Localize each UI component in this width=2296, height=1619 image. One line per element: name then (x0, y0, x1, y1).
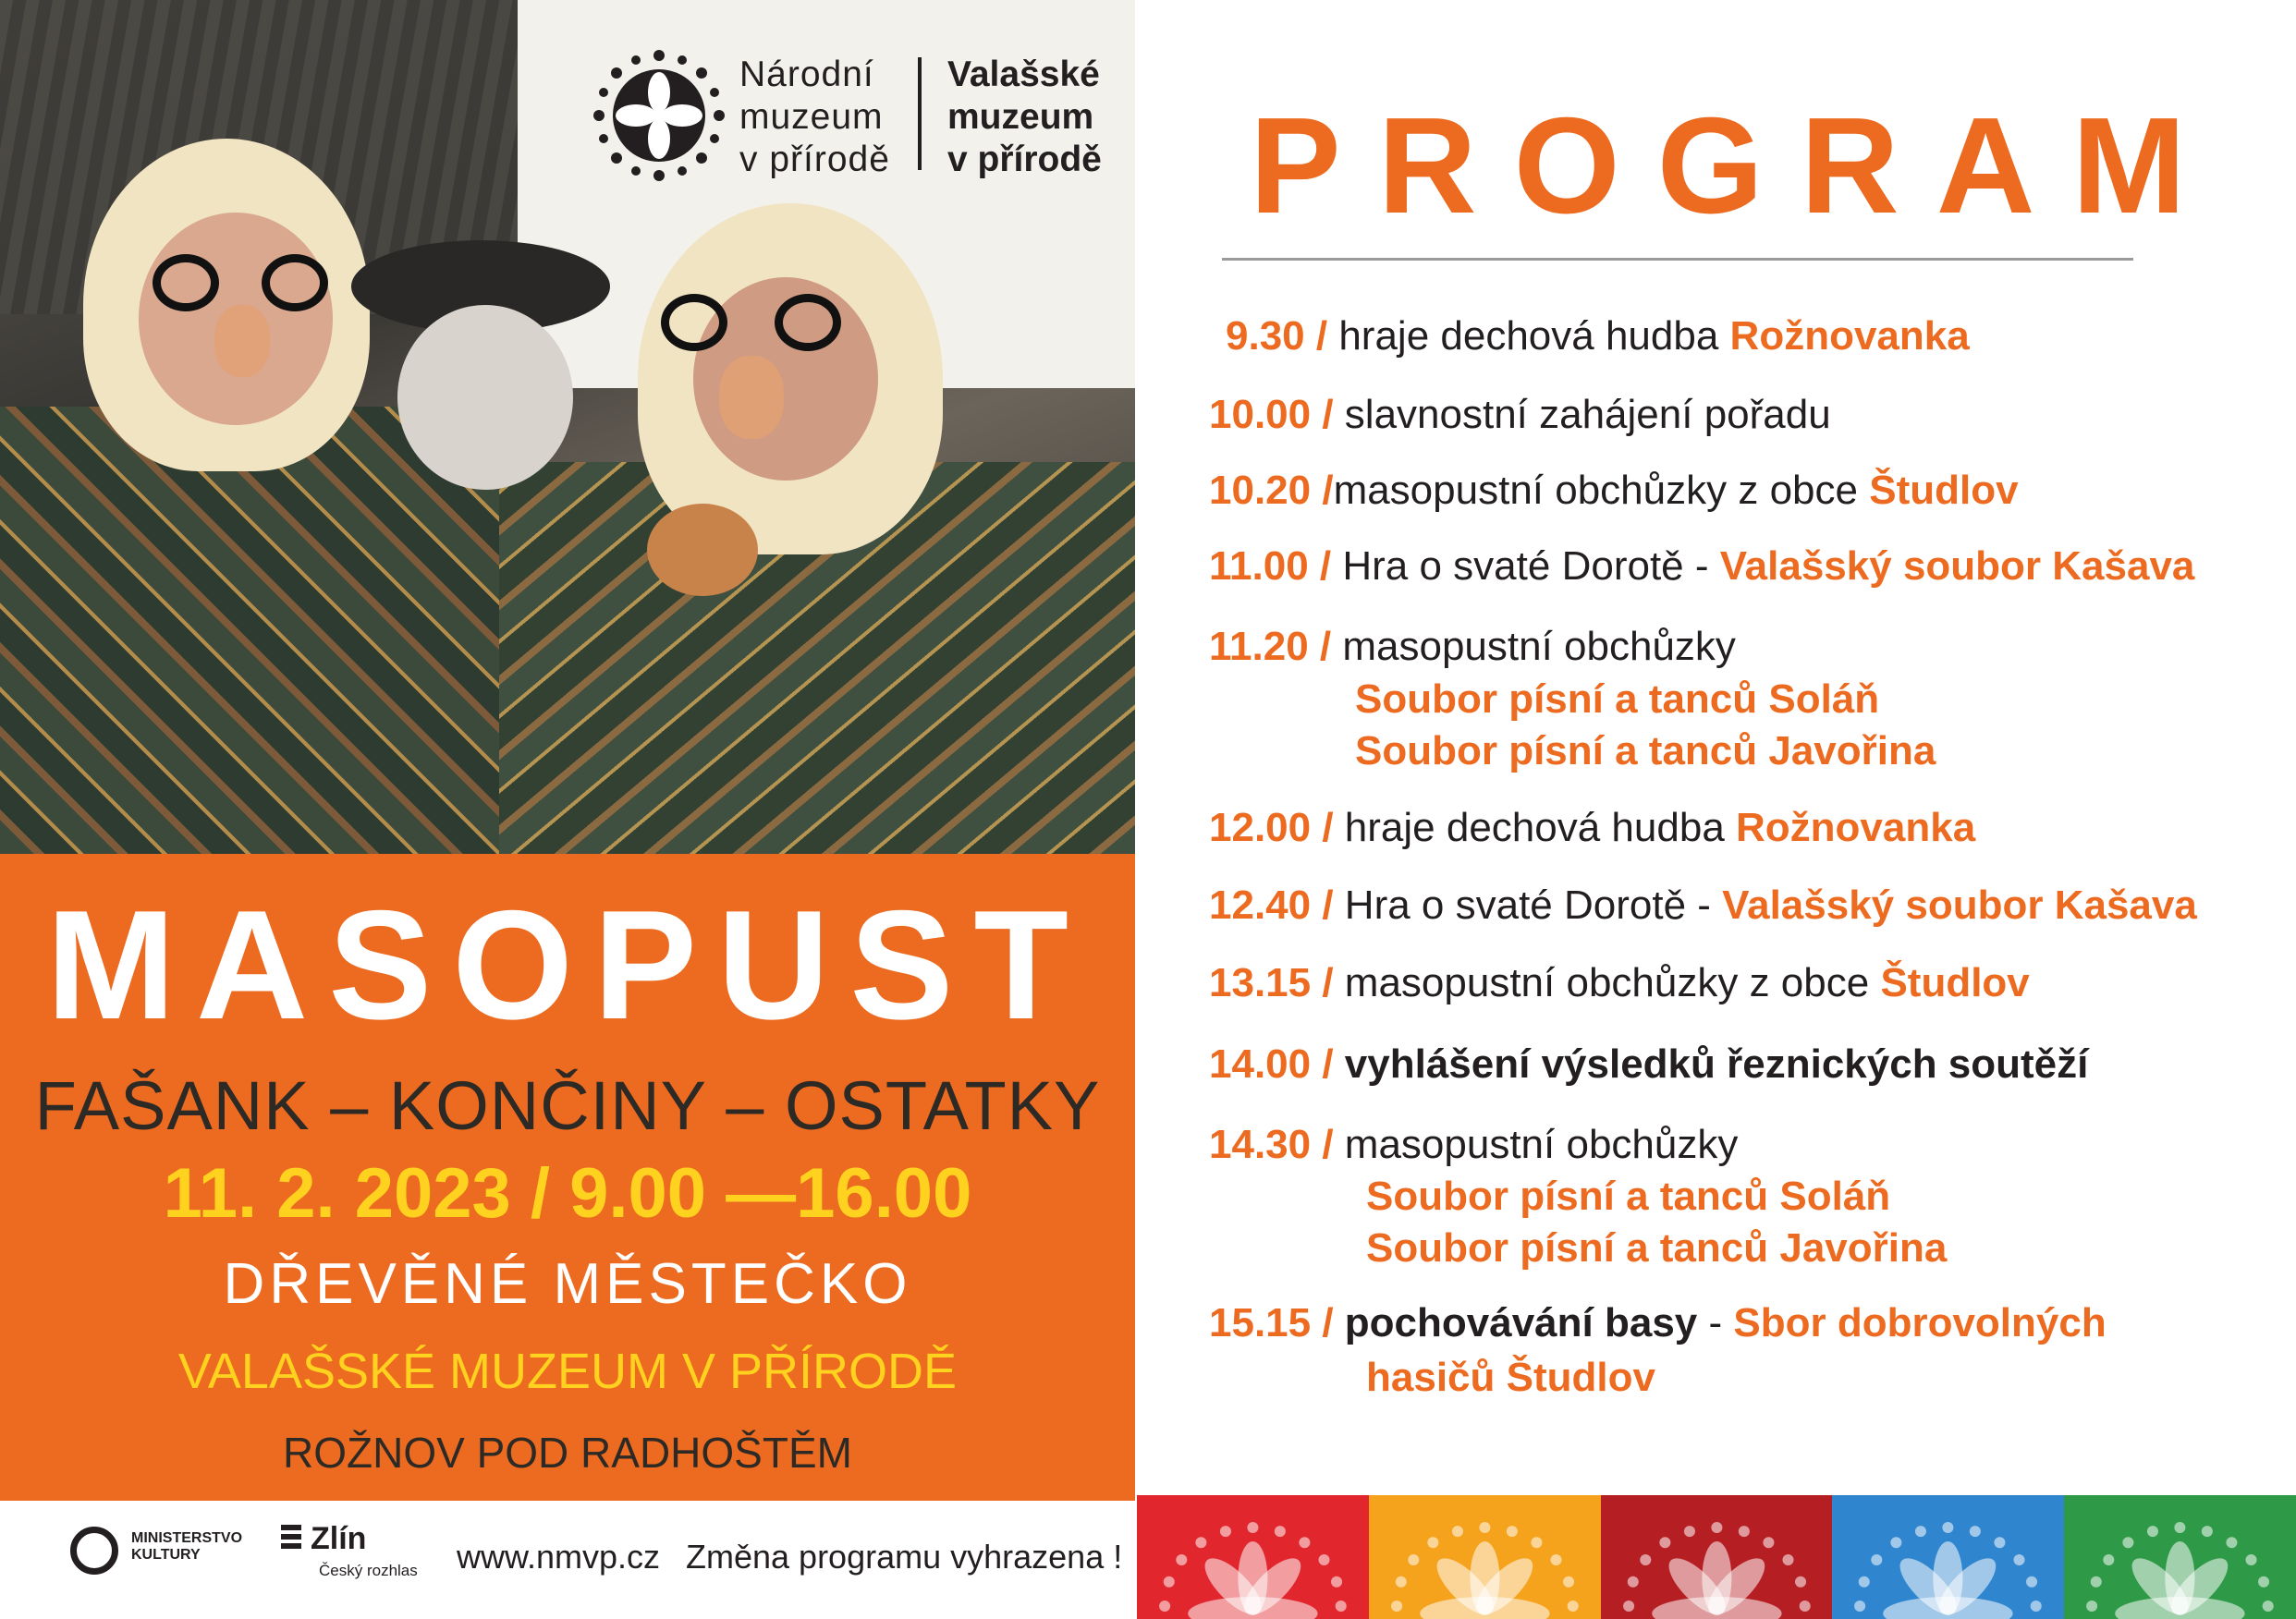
donut (647, 504, 758, 596)
program-text: masopustní obchůzky (1333, 1122, 1739, 1167)
program-separator: - (1697, 1300, 1734, 1345)
glasses-right (661, 294, 841, 353)
radio-logo-icon (281, 1525, 301, 1558)
event-title: MASOPUST (45, 878, 1090, 1052)
ministry-line: MINISTERSTVO (131, 1530, 243, 1546)
program-highlight: Valašský soubor Kašava (1722, 883, 2197, 928)
program-time: 14.00 / (1209, 1041, 1334, 1087)
program-divider (1222, 258, 2133, 261)
program-text: Hra o svaté Dorotě - (1331, 543, 1720, 589)
folk-ornament-icon (1832, 1495, 2064, 1619)
event-info-panel (0, 854, 1135, 1501)
radio-subname: Český rozhlas (319, 1562, 418, 1579)
program-time: 13.15 / (1209, 960, 1334, 1005)
program-item (1209, 880, 2197, 931)
program-time: 14.30 / (1209, 1122, 1334, 1167)
event-town: ROŽNOV POD RADHOŠTĚM (283, 1429, 852, 1477)
program-item (1209, 957, 2030, 1009)
event-subtitle: FAŠANK – KONČINY – OSTATKY (34, 1067, 1101, 1144)
program-time: 15.15 / (1209, 1300, 1334, 1345)
event-venue: DŘEVĚNÉ MĚSTEČKO (223, 1252, 912, 1316)
program-performer: hasičů Študlov (1366, 1355, 1655, 1400)
program-time: 9.30 / (1226, 313, 1328, 359)
ministry-name (131, 1530, 242, 1564)
program-highlight: Sbor dobrovolných (1733, 1300, 2107, 1345)
program-performer: Soubor písní a tanců Soláň (1355, 676, 1880, 722)
program-highlight: Rožnovanka (1729, 313, 1970, 359)
folk-ornament-icon (1137, 1495, 1369, 1619)
program-item (1209, 465, 2019, 517)
program-highlight: Rožnovanka (1736, 805, 1976, 850)
program-performer: Soubor písní a tanců Soláň (1366, 1174, 1891, 1219)
ministry-line: KULTURY (131, 1547, 201, 1563)
ornament-tile-red (1137, 1495, 1369, 1619)
ornament-tile-green (2064, 1495, 2296, 1619)
ministry-culture-logo-icon (70, 1527, 118, 1575)
program-item (1209, 541, 2194, 592)
logo-text-left (739, 54, 890, 181)
program-item (1226, 310, 1970, 362)
fake-nose-right (719, 356, 784, 439)
program-performer: Soubor písní a tanců Javořina (1366, 1225, 1948, 1271)
logo-divider (918, 57, 922, 170)
program-text: Hra o svaté Dorotě - (1333, 883, 1723, 928)
program-text: slavnostní zahájení pořadu (1333, 392, 1831, 437)
program-text: masopustní obchůzky z obce (1333, 960, 1881, 1005)
program-title: PROGRAM (1250, 90, 2223, 242)
ornament-tile-blue (1832, 1495, 2064, 1619)
program-text: vyhlášení výsledků řeznických soutěží (1333, 1041, 2089, 1087)
program-time: 11.20 / (1209, 624, 1332, 669)
fake-nose-left (214, 305, 270, 377)
program-time: 10.20 / (1209, 468, 1334, 513)
program-text: hraje dechová hudba (1333, 805, 1737, 850)
footer (0, 1501, 1135, 1619)
event-museum: VALAŠSKÉ MUZEUM V PŘÍRODĚ (177, 1344, 958, 1399)
program-item (1209, 1039, 2088, 1090)
program-change-note: Změna programu vyhrazena ! (686, 1538, 1123, 1576)
logo-left-line: v přírodě (739, 140, 890, 179)
logo-right-line: v přírodě (947, 140, 1102, 179)
program-time: 12.00 / (1209, 805, 1334, 850)
radio-name: Zlín (311, 1521, 367, 1556)
museum-logo (555, 37, 1118, 194)
program-performer: Soubor písní a tanců Javořina (1355, 728, 1936, 773)
program-item (1209, 1119, 1738, 1171)
ornament-tile-yellow (1369, 1495, 1601, 1619)
folk-ornament-strip (1137, 1495, 2296, 1619)
program-item (1209, 802, 1975, 854)
program-text: masopustní obchůzky z obce (1333, 468, 1870, 513)
program-time: 12.40 / (1209, 883, 1334, 928)
folk-ornament-icon (1601, 1495, 1833, 1619)
event-date: 11. 2. 2023 / 9.00 —16.00 (163, 1154, 972, 1233)
logo-right-line: Valašské (947, 55, 1100, 94)
program-item (1209, 1297, 2107, 1349)
program-text: hraje dechová hudba (1327, 313, 1730, 359)
program-text: masopustní obchůzky (1331, 624, 1736, 669)
ornament-tile-darkred (1601, 1495, 1833, 1619)
folk-ornament-icon (1369, 1495, 1601, 1619)
program-time: 10.00 / (1209, 392, 1334, 437)
program-text: pochovávání basy (1333, 1300, 1698, 1345)
logo-left-line: Národní (739, 55, 874, 94)
folk-flower-logo-icon (590, 46, 728, 185)
carnival-mask (397, 305, 573, 490)
program-highlight: Študlov (1869, 468, 2019, 513)
program-highlight: Študlov (1880, 960, 2030, 1005)
program-highlight: Valašský soubor Kašava (1719, 543, 2195, 589)
logo-text-right (947, 54, 1102, 181)
glasses-left (153, 254, 328, 311)
program-item (1209, 621, 1736, 673)
folk-ornament-icon (2064, 1495, 2296, 1619)
program-time: 11.00 / (1209, 543, 1332, 589)
logo-left-line: muzeum (739, 97, 884, 137)
logo-right-line: muzeum (947, 97, 1094, 137)
website-link[interactable]: www.nmvp.cz (457, 1538, 661, 1576)
program-item (1209, 389, 1831, 441)
